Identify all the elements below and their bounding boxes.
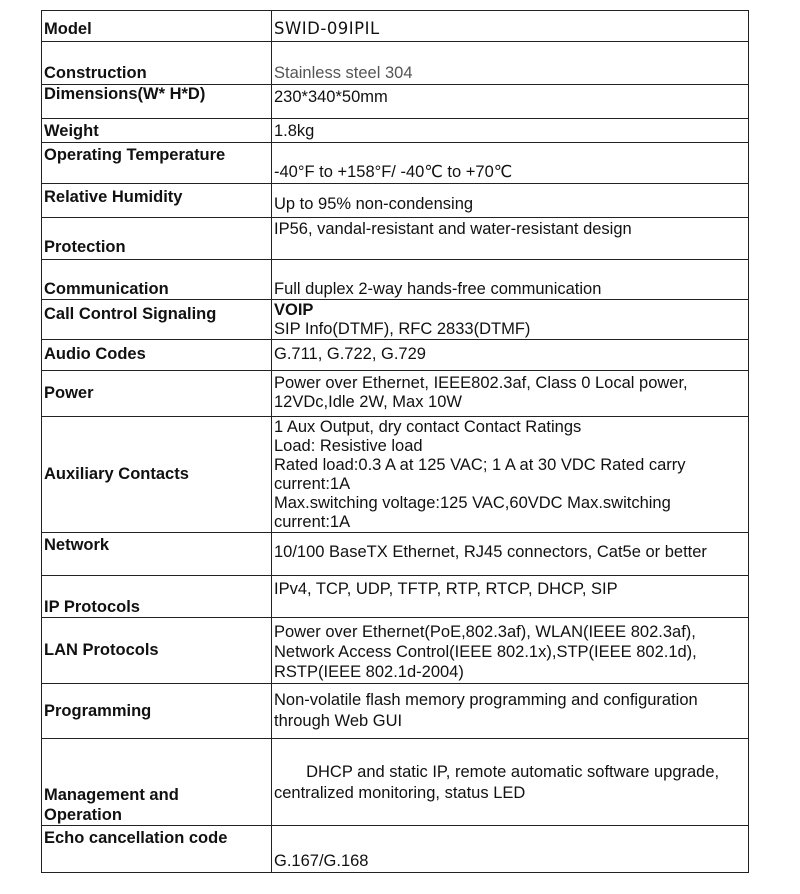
row-label: Weight [42, 119, 272, 143]
row-value: Power over Ethernet, IEEE802.3af, Class 0 Local power, 12VDc,Idle 2W, Max 10W [272, 371, 749, 417]
table-row [42, 143, 749, 184]
table-row [42, 340, 749, 371]
table-row [42, 618, 749, 684]
table-row [42, 576, 749, 618]
table-row [42, 826, 749, 873]
row-label: Dimensions(W* H*D) [42, 85, 272, 119]
row-label: Audio Codes [42, 340, 272, 371]
row-label: Communication [42, 260, 272, 300]
row-value: DHCP and static IP, remote automatic software upgrade, centralized monitoring, status LED [272, 739, 749, 826]
row-value: G.167/G.168 [272, 826, 749, 873]
row-value: IPv4, TCP, UDP, TFTP, RTP, RTCP, DHCP, SIP [272, 576, 749, 618]
row-label: Construction [42, 42, 272, 85]
row-value: VOIP SIP Info(DTMF), RFC 2833(DTMF) [272, 300, 749, 340]
table-row [42, 85, 749, 119]
row-value: 1 Aux Output, dry contact Contact Ratings Load: Resistive load Rated load:0.3 A at 125 VAC; 1 A at 30 VDC Rated carry current:1A Max.switching voltage:125 VAC,60VDC Max.switching current:1A [272, 417, 749, 533]
table-row [42, 417, 749, 533]
table-row [42, 184, 749, 218]
row-value: Power over Ethernet(PoE,802.3af), WLAN(IEEE 802.3af), Network Access Control(IEEE 802.1x),STP(IEEE 802.1d), RSTP(IEEE 802.1d-2004) [272, 618, 749, 684]
row-label: Echo cancellation code [42, 826, 272, 873]
row-value: G.711, G.722, G.729 [272, 340, 749, 371]
row-label: Network [42, 533, 272, 576]
row-value: -40°F to +158°F/ -40℃ to +70℃ [272, 143, 749, 184]
table-row [42, 371, 749, 417]
row-label: Management and Operation [42, 739, 272, 826]
row-label: Call Control Signaling [42, 300, 272, 340]
value-heading: VOIP [274, 301, 314, 319]
table-row [42, 684, 749, 739]
row-label: LAN Protocols [42, 618, 272, 684]
table-row [42, 533, 749, 576]
table-row [42, 300, 749, 340]
row-value: SWID-09IPIL [272, 11, 749, 42]
row-label: Programming [42, 684, 272, 739]
row-value: IP56, vandal-resistant and water-resistant design [272, 218, 749, 260]
row-label: Relative Humidity [42, 184, 272, 218]
row-label: Power [42, 371, 272, 417]
table-row [42, 260, 749, 300]
row-value: Stainless steel 304 [272, 42, 749, 85]
row-value: Non-volatile flash memory programming and configuration through Web GUI [272, 684, 749, 739]
row-value: Full duplex 2-way hands-free communication [272, 260, 749, 300]
table-row [42, 218, 749, 260]
row-label: Operating Temperature [42, 143, 272, 184]
row-value: 1.8kg [272, 119, 749, 143]
table-row [42, 11, 749, 42]
table-row [42, 739, 749, 826]
table-row [42, 119, 749, 143]
row-label: Model [42, 11, 272, 42]
spec-table [41, 10, 749, 873]
table-row [42, 42, 749, 85]
row-value: 230*340*50mm [272, 85, 749, 119]
row-label: Protection [42, 218, 272, 260]
row-label: IP Protocols [42, 576, 272, 618]
row-label: Auxiliary Contacts [42, 417, 272, 533]
row-value: 10/100 BaseTX Ethernet, RJ45 connectors, Cat5e or better [272, 533, 749, 576]
row-value: Up to 95% non-condensing [272, 184, 749, 218]
